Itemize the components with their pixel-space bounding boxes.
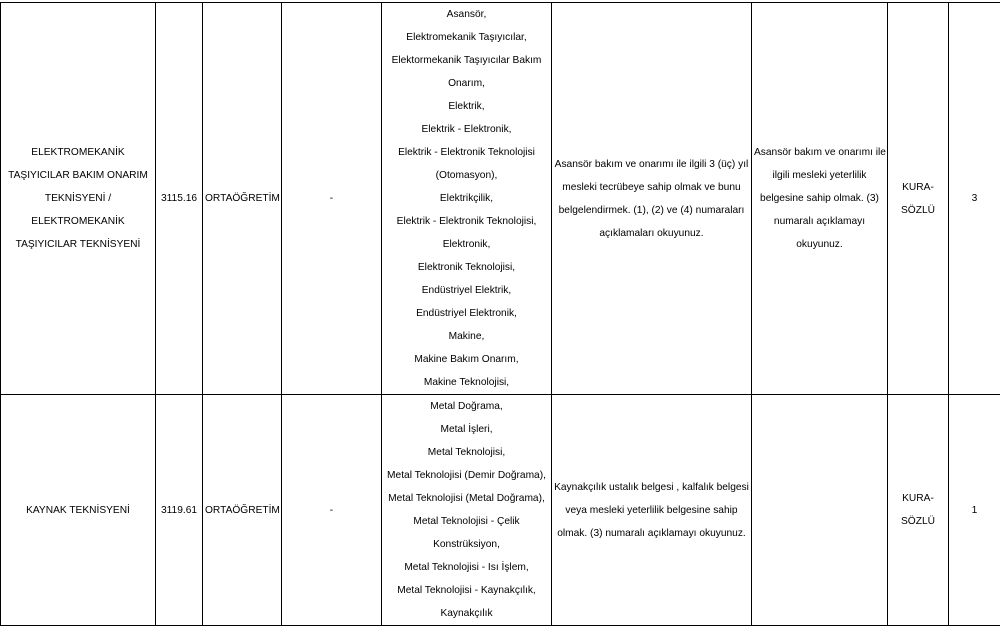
condition-2-line: belgesine sahip olmak. (3): [754, 187, 885, 210]
program-list-line: Elektromekanik Taşıyıcılar,: [384, 26, 549, 49]
education-level: [203, 3, 282, 395]
position-title: [1, 395, 156, 626]
condition-1-line: olmak. (3) numaralı açıklamayı okuyunuz.: [554, 522, 749, 545]
program-list-line: Elektrikçilik,: [384, 187, 549, 210]
program-list-line: Endüstriyel Elektrik,: [384, 279, 549, 302]
dash-cell-line: -: [284, 187, 379, 210]
selection-method: [888, 3, 949, 395]
program-list-line: Metal İşleri,: [384, 418, 549, 441]
program-list-line: Metal Teknolojisi,: [384, 441, 549, 464]
condition-1-line: Asansör bakım ve onarımı ile ilgili 3 (üç) yıl: [554, 153, 749, 176]
program-list-line: Metal Teknolojisi (Demir Doğrama),: [384, 464, 549, 487]
selection-method-line: SÖZLÜ: [890, 510, 946, 533]
table-row: [1, 395, 1000, 626]
condition-1: [552, 3, 752, 395]
position-code: [156, 3, 203, 395]
program-list-line: Makine Teknolojisi,: [384, 371, 549, 394]
condition-1: [552, 395, 752, 626]
program-list-line: Kaynakçılık: [384, 602, 549, 625]
condition-1-line: mesleki tecrübeye sahip olmak ve bunu: [554, 176, 749, 199]
position-title-line: KAYNAK TEKNİSYENİ: [3, 499, 153, 522]
condition-1-line: veya mesleki yeterlilik belgesine sahip: [554, 499, 749, 522]
condition-1-line: Kaynakçılık ustalık belgesi , kalfalık belgesi: [554, 476, 749, 499]
position-code: [156, 395, 203, 626]
position-title-line: ELEKTROMEKANİK: [3, 141, 153, 164]
program-list-line: Makine Bakım Onarım,: [384, 348, 549, 371]
condition-2-line: Asansör bakım ve onarımı ile: [754, 141, 885, 164]
condition-2: [752, 3, 888, 395]
position-count-line: 1: [951, 499, 998, 522]
selection-method-line: KURA-: [890, 176, 946, 199]
education-level: [203, 395, 282, 626]
position-count-line: 3: [951, 187, 998, 210]
program-list-line: Konstrüksiyon,: [384, 533, 549, 556]
education-level-line: ORTAÖĞRETİM: [205, 187, 279, 210]
condition-2-line: okuyunuz.: [754, 233, 885, 256]
condition-2: [752, 395, 888, 626]
dash-cell: [282, 3, 382, 395]
program-list-line: Endüstriyel Elektronik,: [384, 302, 549, 325]
program-list-line: Onarım,: [384, 72, 549, 95]
position-code-line: 3115.16: [158, 187, 200, 210]
program-list-line: Elektormekanik Taşıyıcılar Bakım: [384, 49, 549, 72]
program-list-line: Elektrik - Elektronik,: [384, 118, 549, 141]
position-title: [1, 3, 156, 395]
condition-2-line: numaralı açıklamayı: [754, 210, 885, 233]
dash-cell: [282, 395, 382, 626]
program-list-line: Metal Teknolojisi - Çelik: [384, 510, 549, 533]
program-list-line: Elektrik - Elektronik Teknolojisi,: [384, 210, 549, 233]
program-list-line: Metal Teknolojisi - Isı İşlem,: [384, 556, 549, 579]
position-title-line: TAŞIYICILAR TEKNİSYENİ: [3, 233, 153, 256]
position-code-line: 3119.61: [158, 499, 200, 522]
selection-method-line: SÖZLÜ: [890, 199, 946, 222]
position-title-line: TAŞIYICILAR BAKIM ONARIM: [3, 164, 153, 187]
program-list-line: Elektronik,: [384, 233, 549, 256]
program-list-line: Metal Teknolojisi (Metal Doğrama),: [384, 487, 549, 510]
program-list-line: Elektrik - Elektronik Teknolojisi: [384, 141, 549, 164]
position-title-line: TEKNİSYENİ /: [3, 187, 153, 210]
dash-cell-line: -: [284, 499, 379, 522]
position-count: [949, 395, 1000, 626]
program-list-line: Metal Doğrama,: [384, 395, 549, 418]
condition-1-line: açıklamaları okuyunuz.: [554, 222, 749, 245]
condition-1-line: belgelendirmek. (1), (2) ve (4) numaraları: [554, 199, 749, 222]
program-list-line: Elektronik Teknolojisi,: [384, 256, 549, 279]
program-list-line: Elektrik,: [384, 95, 549, 118]
position-title-line: ELEKTROMEKANİK: [3, 210, 153, 233]
table-row: [1, 3, 1000, 395]
program-list-line: Asansör,: [384, 3, 549, 26]
selection-method-line: KURA-: [890, 487, 946, 510]
program-list-line: (Otomasyon),: [384, 164, 549, 187]
positions-table: [0, 2, 1000, 626]
program-list: [382, 3, 552, 395]
program-list-line: Makine,: [384, 325, 549, 348]
program-list: [382, 395, 552, 626]
position-count: [949, 3, 1000, 395]
condition-2-line: ilgili mesleki yeterlilik: [754, 164, 885, 187]
program-list-line: Metal Teknolojisi - Kaynakçılık,: [384, 579, 549, 602]
selection-method: [888, 395, 949, 626]
education-level-line: ORTAÖĞRETİM: [205, 499, 279, 522]
